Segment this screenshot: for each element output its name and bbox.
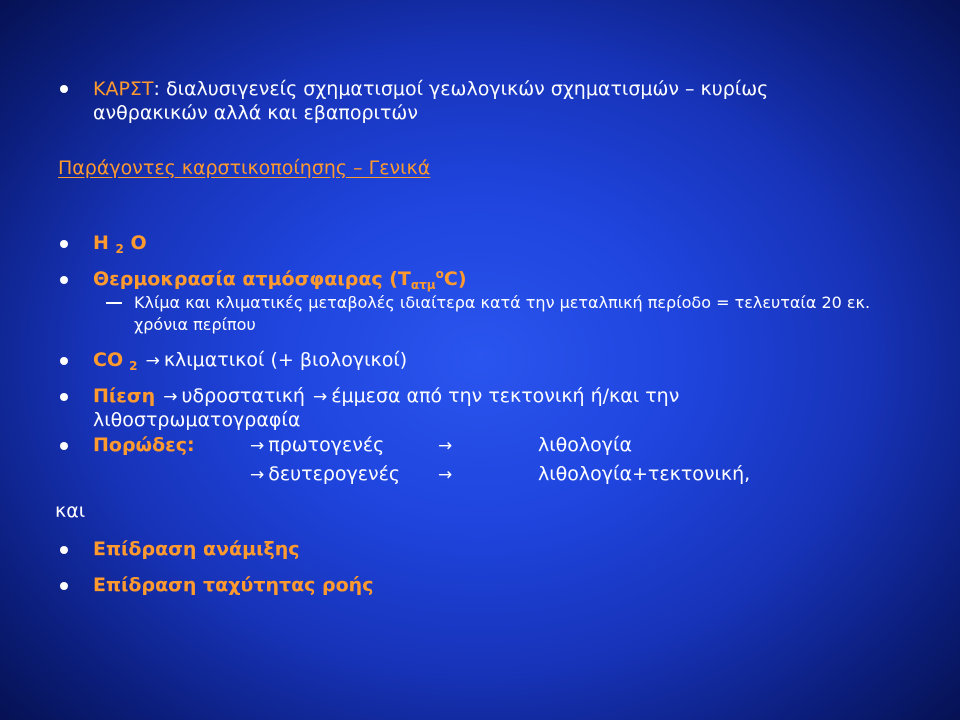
- porosity-primary-text: πρωτογενές: [268, 434, 385, 456]
- h2o-o: O: [130, 232, 147, 254]
- pressure-text1: υδροστατική: [181, 385, 305, 407]
- karst-definition: [93, 77, 768, 101]
- arrow-icon: →: [250, 436, 265, 456]
- bullet: [60, 442, 68, 450]
- arrow-icon: →: [438, 465, 453, 485]
- h2o-h: H: [93, 232, 109, 254]
- bullet: [60, 276, 68, 284]
- bullet: [60, 393, 68, 401]
- bullet: [60, 240, 68, 248]
- karst-term: ΚΑΡΣΤ: [93, 78, 154, 100]
- karst-text-line1: διαλυσιγενείς σχηματισμοί γεωλογικών σχηματισμών – κυρίως: [159, 78, 769, 100]
- dash-marker: [106, 302, 122, 304]
- karst-text-line2: ανθρακικών αλλά και εβαποριτών: [93, 102, 418, 124]
- temperature-item: [93, 267, 467, 291]
- porosity-secondary-arrow: [436, 462, 456, 487]
- h2o-sub: 2: [115, 242, 124, 256]
- arrow-icon: →: [250, 465, 265, 485]
- climate-line1: Κλίμα και κλιματικές μεταβολές ιδιαίτερα κατά την μεταλπική περίοδο = τελευταία 20 εκ.: [134, 293, 871, 312]
- porosity-secondary-text: δευτερογενές: [268, 463, 401, 485]
- mixing-item: Επίδραση ανάμιξης: [93, 538, 300, 560]
- climate-line2: χρόνια περίπου: [134, 315, 256, 334]
- arrow-icon: →: [438, 436, 453, 456]
- arrow-icon: →: [163, 387, 178, 407]
- karst-colon: :: [153, 78, 160, 100]
- h2o-item: [93, 231, 147, 255]
- temperature-sub: ατμ: [410, 278, 436, 292]
- porosity-primary-arrow: [436, 433, 456, 458]
- bullet: [60, 357, 68, 365]
- temperature-label: Θερμοκρασία ατμόσφαιρας (T: [93, 268, 411, 290]
- porosity-label: Πορώδες:: [93, 434, 195, 456]
- co2-sub: 2: [129, 359, 138, 373]
- porosity-primary-result: λιθολογία: [538, 434, 632, 456]
- co2-label: CO: [93, 349, 124, 371]
- porosity-secondary-result: λιθολογία+τεκτονική,: [538, 463, 751, 485]
- pressure-item: [93, 384, 679, 409]
- section-heading: Παράγοντες καρστικοποίησης – Γενικά: [58, 157, 431, 179]
- temperature-end: C): [443, 268, 467, 290]
- arrow-icon: →: [145, 351, 160, 371]
- pressure-label: Πίεση: [93, 385, 156, 407]
- co2-item: [93, 348, 407, 373]
- and-word: και: [55, 500, 86, 522]
- co2-text: κλιματικοί (+ βιολογικοί): [163, 349, 408, 371]
- bullet: [60, 546, 68, 554]
- bullet: [60, 85, 68, 93]
- arrow-icon: →: [312, 387, 328, 407]
- flow-item: Επίδραση ταχύτητας ροής: [93, 574, 374, 596]
- porosity-primary: [248, 433, 384, 458]
- bullet: [60, 582, 68, 590]
- pressure-text2: έμμεσα από την τεκτονική ή/και την: [331, 385, 680, 407]
- pressure-line2: λιθοστρωματογραφία: [93, 409, 301, 431]
- temperature-sup: o: [435, 267, 444, 281]
- porosity-secondary: [248, 462, 400, 487]
